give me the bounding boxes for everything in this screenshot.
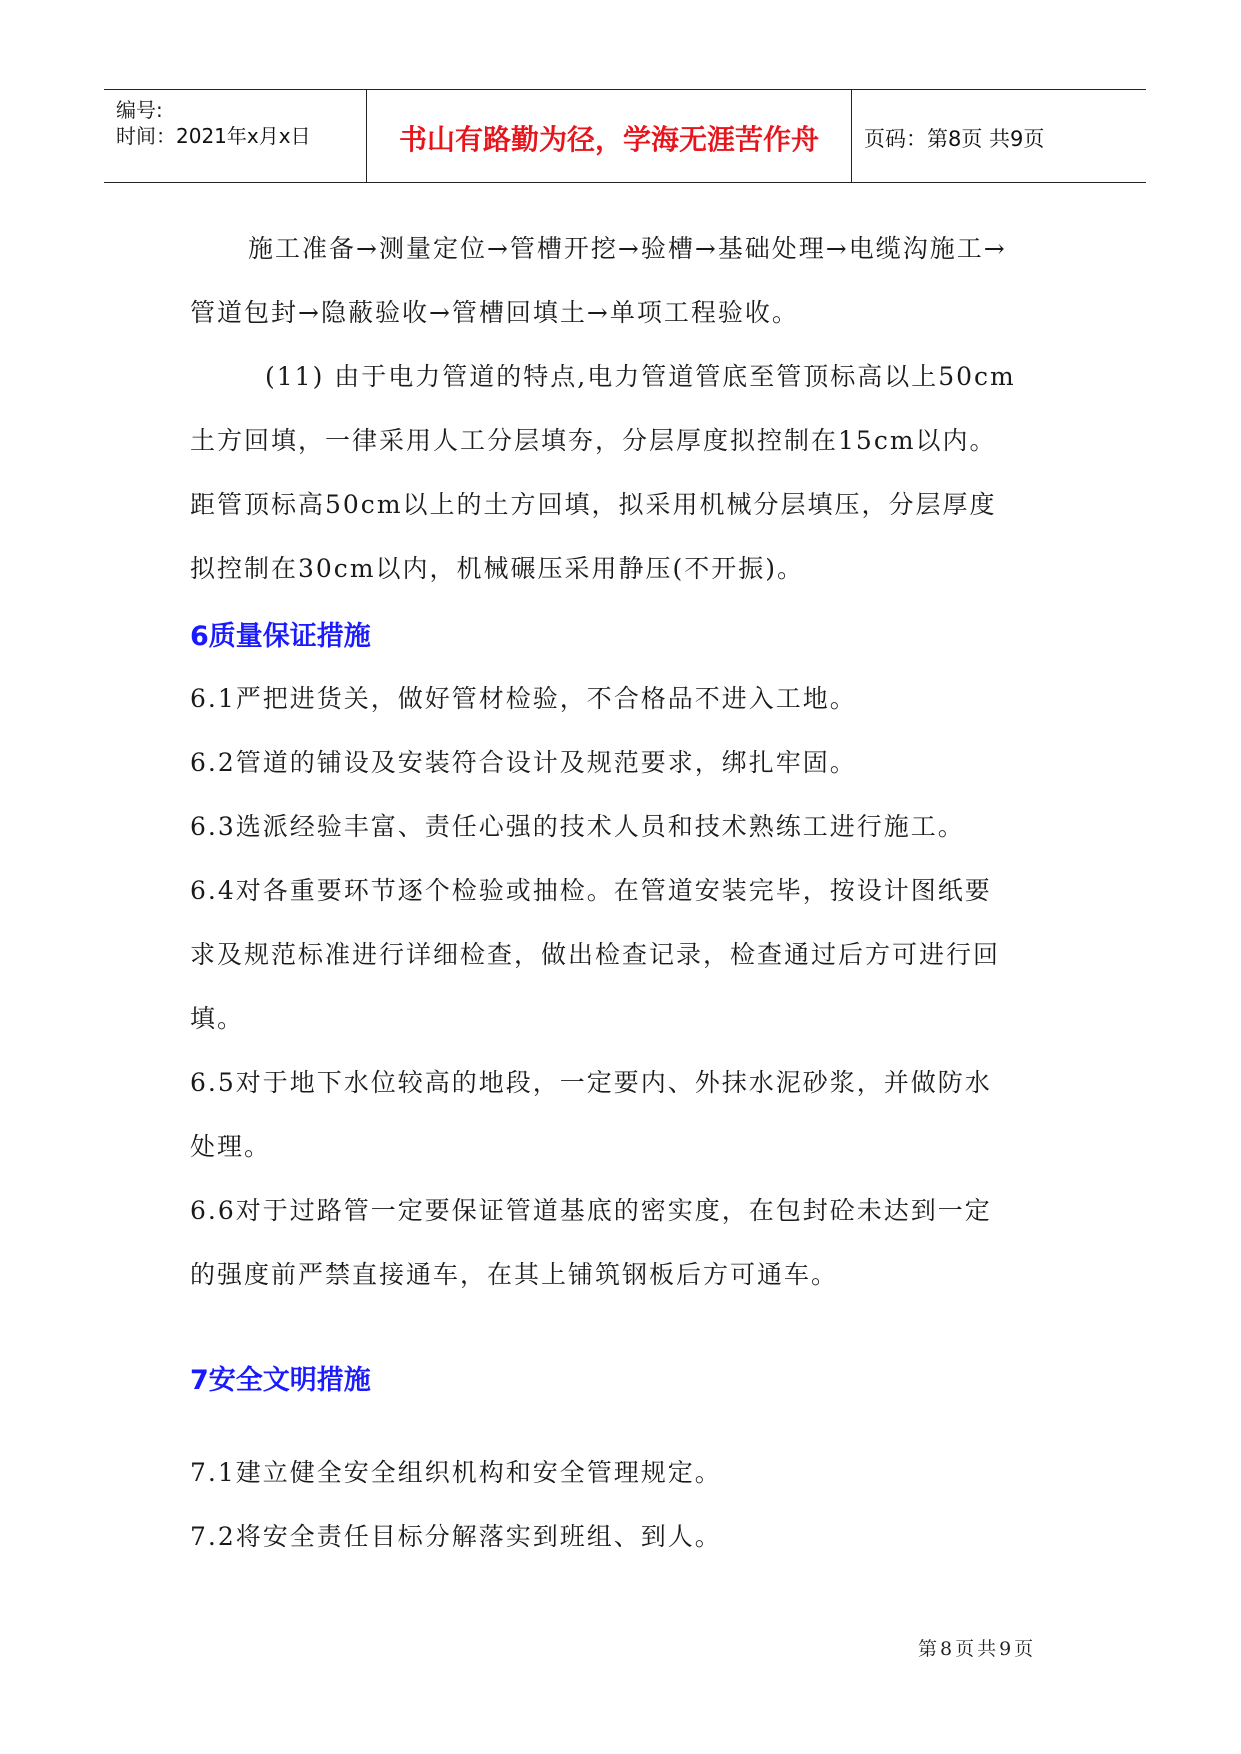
paragraph-11-line-3: 距管顶标高50cm以上的土方回填，拟采用机械分层填压，分层厚度 [190, 490, 997, 519]
section-7-heading: 7安全文明措施 [190, 1365, 371, 1396]
item-6-4-line-2: 求及规范标准进行详细检查，做出检查记录，检查通过后方可进行回 [190, 940, 1001, 969]
paragraph-11-line-1: (11) 由于电力管道的特点,电力管道管底至管顶标高以上50cm [265, 362, 1016, 391]
item-6-1: 6.1严把进货关，做好管材检验，不合格品不进入工地。 [190, 684, 857, 713]
section-6-heading: 6质量保证措施 [190, 621, 371, 652]
flow-line-2: 管道包封→隐蔽验收→管槽回填土→单项工程验收。 [190, 298, 799, 327]
flow-line-1: 施工准备→测量定位→管槽开挖→验槽→基础处理→电缆沟施工→ [248, 234, 1007, 263]
item-6-4-line-1: 6.4对各重要环节逐个检验或抽检。在管道安装完毕，按设计图纸要 [190, 876, 992, 905]
item-7-1: 7.1建立健全安全组织机构和安全管理规定。 [190, 1458, 722, 1487]
item-6-6-line-1: 6.6对于过路管一定要保证管道基底的密实度，在包封砼未达到一定 [190, 1196, 992, 1225]
item-6-5-line-1: 6.5对于地下水位较高的地段，一定要内、外抹水泥砂浆，并做防水 [190, 1068, 992, 1097]
document-code-label: 编号: [116, 98, 163, 122]
header-motto: 书山有路勤为径，学海无涯苦作舟 [398, 123, 819, 156]
page-footer: 第8页共9页 [918, 1638, 1037, 1660]
item-6-5-line-2: 处理。 [190, 1132, 272, 1161]
header-page-code: 页码：第8页 共9页 [864, 127, 1045, 151]
header-page-cell [852, 90, 1146, 182]
item-6-2: 6.2管道的铺设及安装符合设计及规范要求，绑扎牢固。 [190, 748, 857, 777]
item-7-2: 7.2将安全责任目标分解落实到班组、到人。 [190, 1522, 722, 1551]
document-time-label: 时间：2021年x月x日 [116, 124, 311, 148]
document-header [104, 89, 1146, 183]
header-info-cell [104, 90, 366, 182]
paragraph-11-line-2: 土方回填，一律采用人工分层填夯，分层厚度拟控制在15cm以内。 [190, 426, 997, 455]
header-motto-cell [366, 90, 852, 182]
item-6-4-line-3: 填。 [190, 1004, 245, 1033]
paragraph-11-line-4: 拟控制在30cm以内，机械碾压采用静压(不开振)。 [190, 554, 805, 583]
item-6-3: 6.3选派经验丰富、责任心强的技术人员和技术熟练工进行施工。 [190, 812, 965, 841]
item-6-6-line-2: 的强度前严禁直接通车，在其上铺筑钢板后方可通车。 [190, 1260, 839, 1289]
